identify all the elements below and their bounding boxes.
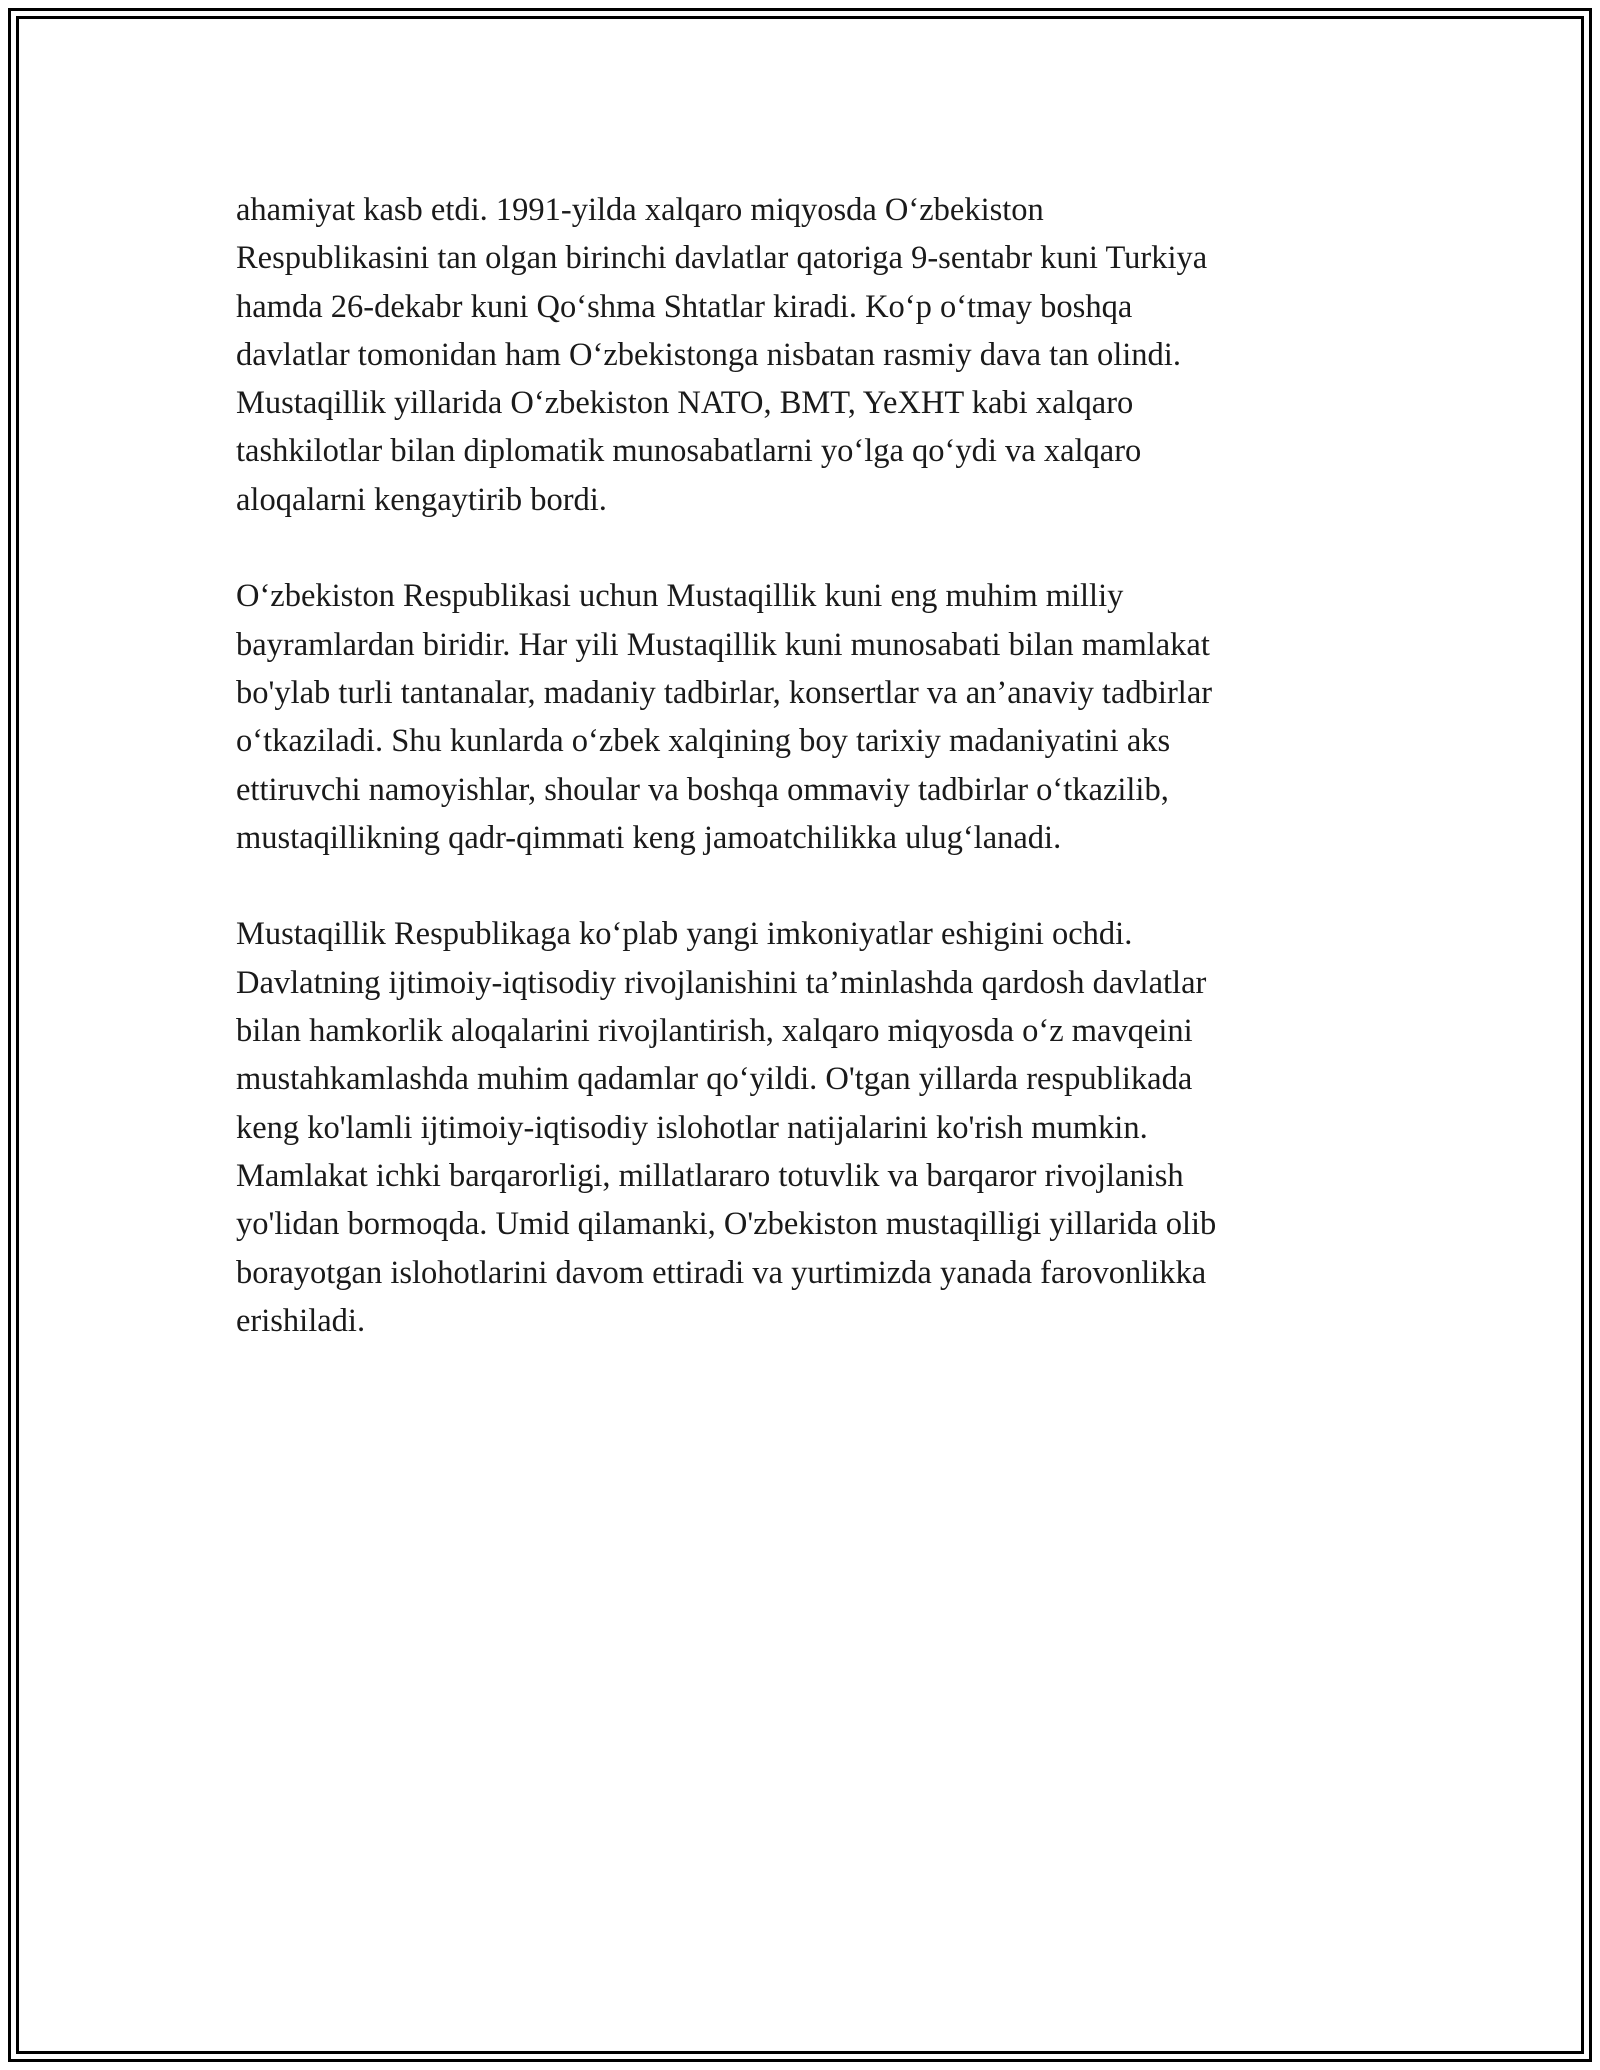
document-body: [236, 186, 1366, 1393]
paragraph-1: ahamiyat kasb etdi. 1991-yilda xalqaro miqyosda O‘zbekiston Respublikasini tan olgan birinchi davlatlar qatoriga 9-sentabr kuni Turkiya hamda 26-dekabr kuni Qo‘shma Shtatlar kiradi. Ko‘p o‘tmay boshqa davlatlar tomonidan ham O‘zbekistonga nisbatan rasmiy dava tan olindi. Mustaqillik yillarida O‘zbekiston NATO, BMT, YeXHT kabi xalqaro tashkilotlar bilan diplomatik munosabatlarni yo‘lga qo‘ydi va xalqaro aloqalarni kengaytirib bordi.: [236, 192, 1208, 518]
paragraph-2: O‘zbekiston Respublikasi uchun Mustaqillik kuni eng muhim milliy bayramlardan biridir. Har yili Mustaqillik kuni munosabati bilan mamlakat bo'ylab turli tantanalar, madaniy tadbirlar, konsertlar va an’anaviy tadbirlar o‘tkaziladi. Shu kunlarda o‘zbek xalqining boy tarixiy madaniyatini aks ettiruvchi namoyishlar, shoular va boshqa ommaviy tadbirlar o‘tkazilib, mustaqillikning qadr-qimmati keng jamoatchilikka ulug‘lanadi.: [236, 578, 1213, 856]
paragraph-3: Mustaqillik Respublikaga ko‘plab yangi imkoniyatlar eshigini ochdi. Davlatning ijtimoiy-iqtisodiy rivojlanishini ta’minlashda qardosh davlatlar bilan hamkorlik aloqalarini rivojlantirish, xalqaro miqyosda o‘z mavqeini mustahkamlashda muhim qadamlar qo‘yildi. O'tgan yillarda respublikada keng ko'lamli ijtimoiy-iqtisodiy islohotlar natijalarini ko'rish mumkin. Mamlakat ichki barqarorligi, millatlararo totuvlik va barqaror rivojlanish yo'lidan bormoqda. Umid qilamanki, O'zbekiston mustaqilligi yillarida olib borayotgan islohotlarini davom ettiradi va yurtimizda yanada farovonlikka erishiladi.: [236, 916, 1217, 1339]
